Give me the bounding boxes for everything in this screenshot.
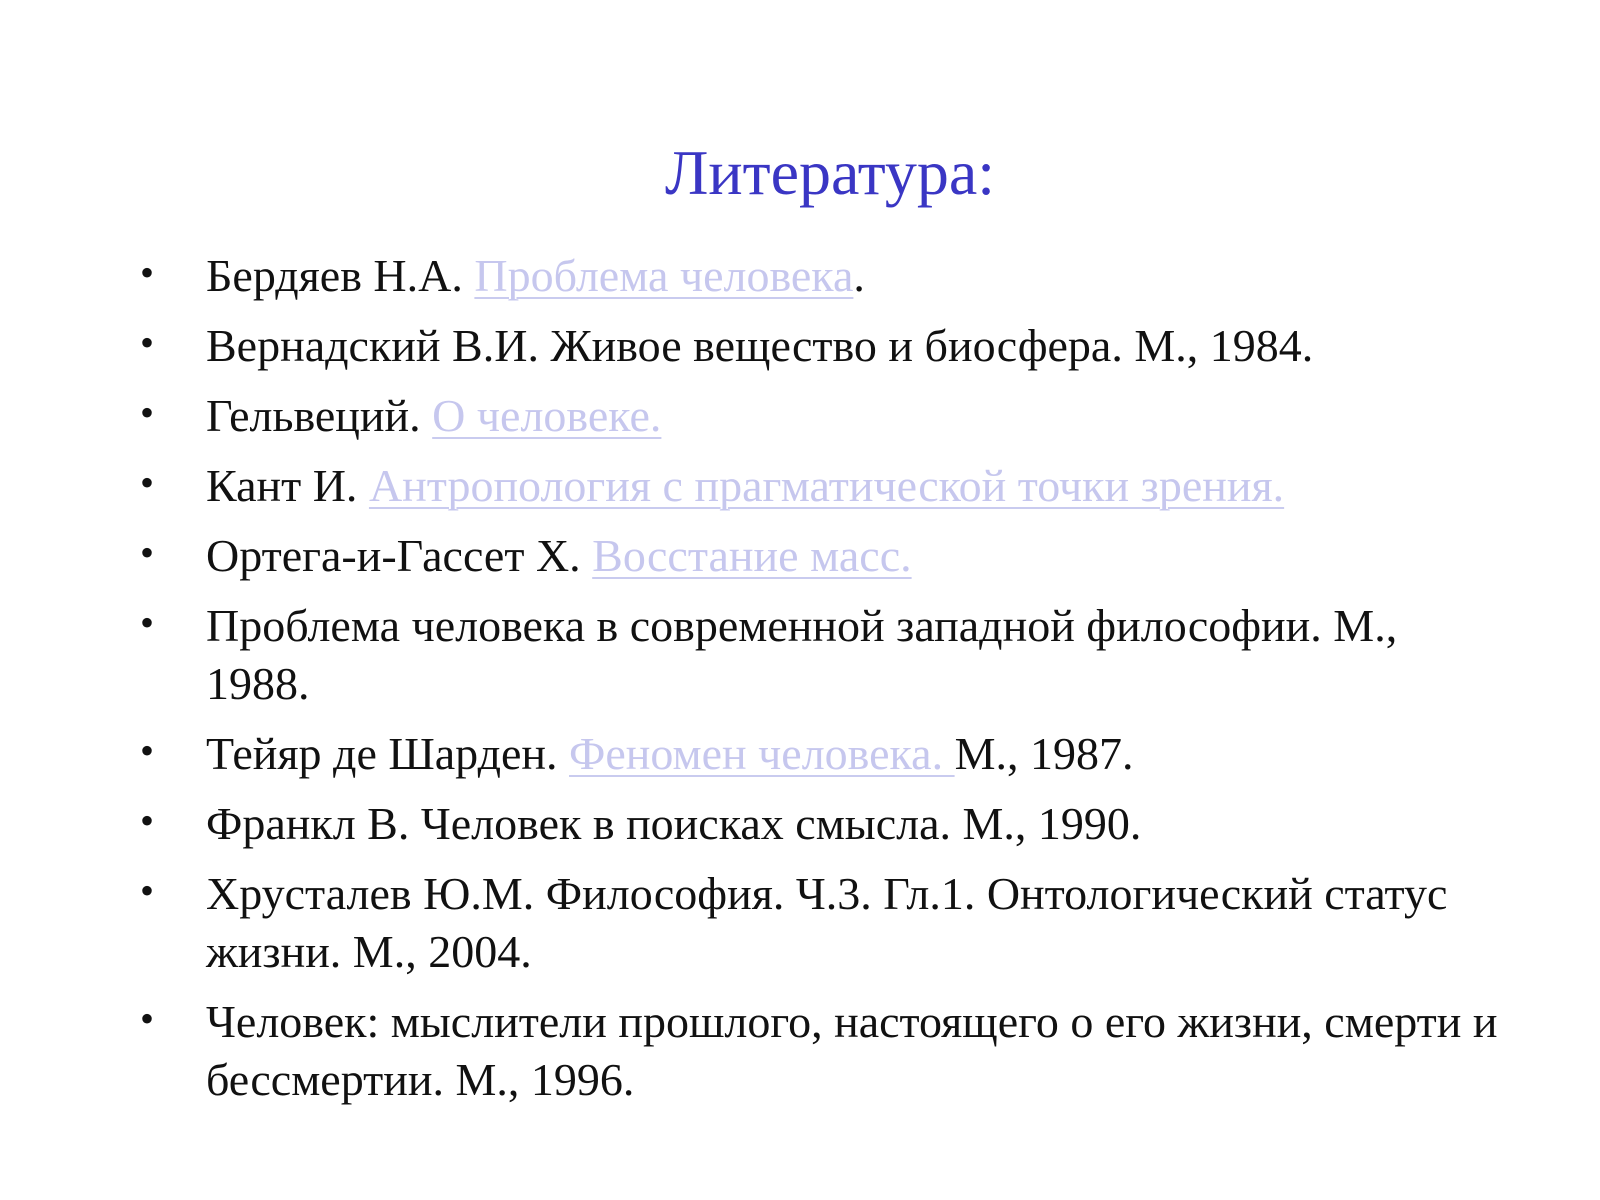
list-item-8: [140, 795, 1510, 853]
item-link[interactable]: Антропология с прагматической точки зрения.: [368, 460, 1285, 511]
list-item-1: [140, 247, 1510, 305]
bullet-icon: •: [140, 250, 155, 295]
bullet-icon: •: [140, 460, 155, 505]
item-text: Человек: мыслители прошлого, настоящего о его жизни, смерти и бессмертии. М., 1996.: [206, 996, 1498, 1105]
bullet-icon: •: [140, 530, 155, 575]
item-text: Франкл В. Человек в поисках смысла. М., 1990.: [206, 798, 1142, 849]
bullet-icon: •: [140, 600, 155, 645]
list-item-6: [140, 597, 1510, 713]
bullet-icon: •: [140, 868, 155, 913]
item-text: Проблема человека в современной западной философии. М., 1988.: [206, 600, 1398, 709]
item-text-after: .: [853, 250, 865, 301]
bullet-icon: •: [140, 798, 155, 843]
item-link[interactable]: Восстание масс.: [592, 530, 912, 581]
list-item-2: [140, 317, 1510, 375]
item-link[interactable]: О человеке.: [432, 390, 662, 441]
bullet-icon: •: [140, 320, 155, 365]
item-text: Хрусталев Ю.М. Философия. Ч.3. Гл.1. Онтологический статус жизни. М., 2004.: [206, 868, 1448, 977]
item-text: Бердяев Н.А.: [206, 250, 475, 301]
slide-title: Литература:: [664, 137, 996, 208]
list-item-7: [140, 725, 1510, 783]
item-link[interactable]: Феномен человека.: [569, 728, 955, 779]
bullet-icon: •: [140, 996, 155, 1041]
list-item-9: [140, 865, 1510, 981]
item-text: Кант И.: [206, 460, 369, 511]
bullet-icon: •: [140, 728, 155, 773]
item-text-after: М., 1987.: [954, 728, 1134, 779]
bibliography-list: [140, 247, 1510, 1121]
list-item-5: [140, 527, 1510, 585]
list-item-10: [140, 993, 1510, 1109]
item-text: Тейяр де Шарден.: [206, 728, 570, 779]
item-text: Вернадский В.И. Живое вещество и биосфера. М., 1984.: [206, 320, 1314, 371]
item-text: Ортега-и-Гассет Х.: [206, 530, 593, 581]
item-link[interactable]: Проблема человека: [474, 250, 854, 301]
list-item-4: [140, 457, 1510, 515]
bullet-icon: •: [140, 390, 155, 435]
item-text: Гельвеций.: [206, 390, 433, 441]
list-item-3: [140, 387, 1510, 445]
